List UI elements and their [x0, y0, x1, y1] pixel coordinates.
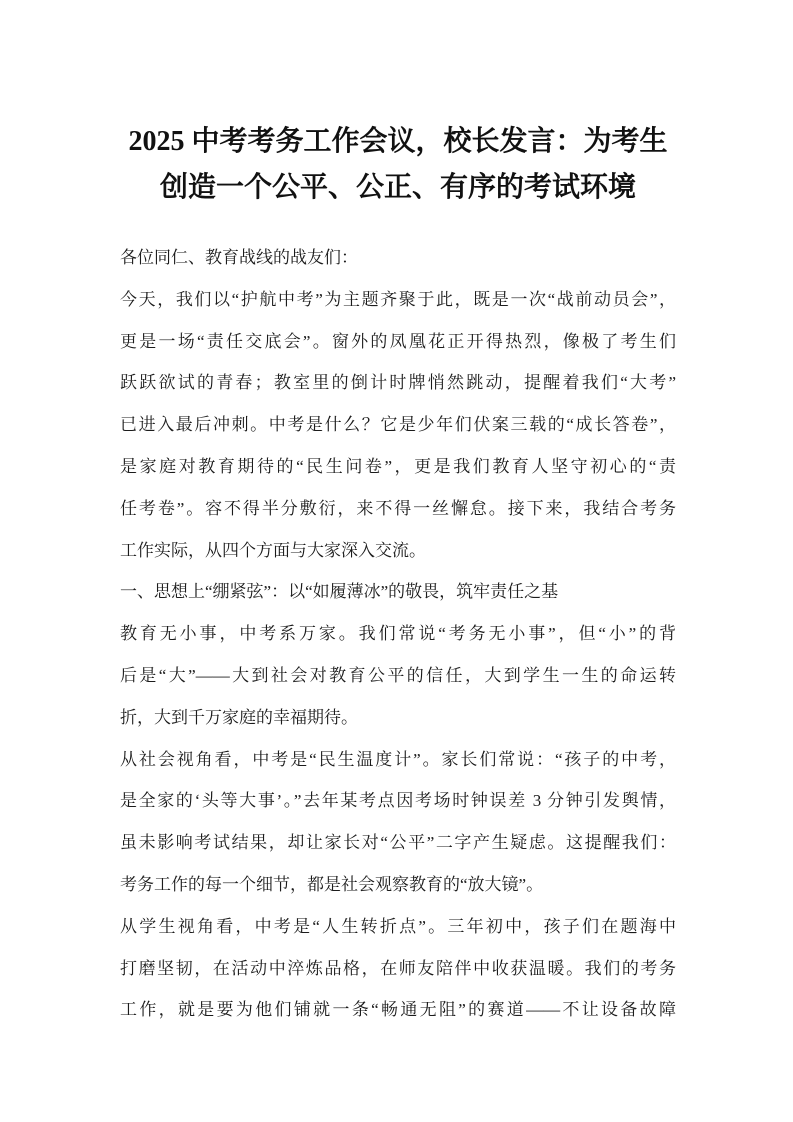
paragraph [120, 237, 676, 279]
document-title [120, 119, 676, 211]
document-title-line-1: 2025 中考考务工作会议，校长发言：为考生 [128, 126, 668, 157]
body-line: 跃跃欲试的青春；教室里的倒计时牌悄然跳动，提醒着我们“大考” [120, 373, 676, 393]
paragraph [120, 906, 676, 1031]
body-line: 任考卷”。容不得半分敷衍，来不得一丝懈怠。接下来，我结合考务 [120, 498, 676, 518]
body-line: 是全家的‘头等大事’。”去年某考点因考场时钟误差 3 分钟引发舆情， [120, 791, 676, 811]
paragraph [120, 279, 676, 572]
document-content [120, 0, 676, 1031]
body-line: 已进入最后冲刺。中考是什么？它是少年们伏案三载的“成长答卷”， [120, 415, 676, 435]
body-line: 更是一场“责任交底会”。窗外的凤凰花正开得热烈，像极了考生们 [120, 331, 676, 351]
body-line: 今天，我们以“护航中考”为主题齐聚于此，既是一次“战前动员会”， [120, 289, 676, 309]
body-line: 工作，就是要为他们铺就一条“畅通无阻”的赛道——不让设备故障 [120, 1000, 676, 1020]
body-line: 从社会视角看，中考是“民生温度计”。家长们常说：“孩子的中考， [120, 749, 676, 769]
section-heading-line: 一、思想上“绷紧弦”：以“如履薄冰”的敬畏，筑牢责任之基 [120, 582, 559, 602]
body-line: 后是“大”——大到社会对教育公平的信任，大到学生一生的命运转 [120, 665, 676, 685]
body-line: 工作实际，从四个方面与大家深入交流。 [120, 540, 426, 560]
body-line: 折，大到千万家庭的幸福期待。 [120, 707, 358, 727]
paragraph [120, 613, 676, 738]
body-line: 从学生视角看，中考是“人生转折点”。三年初中，孩子们在题海中 [120, 916, 676, 936]
body-line: 打磨坚韧，在活动中淬炼品格，在师友陪伴中收获温暖。我们的考务 [120, 958, 676, 978]
section-heading [120, 571, 676, 613]
body-line: 虽未影响考试结果，却让家长对“公平”二字产生疑虑。这提醒我们： [120, 833, 676, 853]
body-line: 各位同仁、教育战线的战友们： [120, 248, 358, 267]
body-line: 考务工作的每一个细节，都是社会观察教育的“放大镜”。 [120, 874, 544, 894]
body-line: 教育无小事，中考系万家。我们常说“考务无小事”，但“小”的背 [120, 624, 676, 644]
body-line: 是家庭对教育期待的“民生问卷”，更是我们教育人坚守初心的“责 [120, 456, 676, 476]
document-body [120, 237, 676, 1031]
paragraph [120, 739, 676, 906]
document-title-line-2: 创造一个公平、公正、有序的考试环境 [159, 172, 636, 203]
